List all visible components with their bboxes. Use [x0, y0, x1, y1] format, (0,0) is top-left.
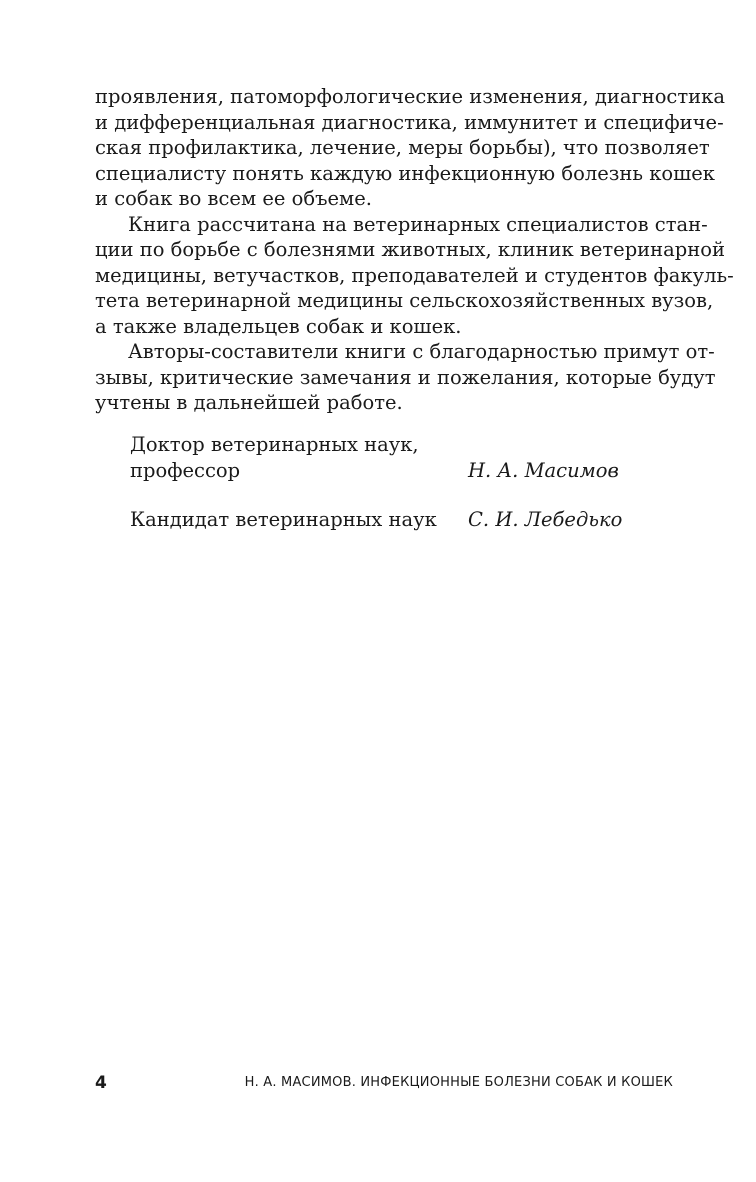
page-footer: [95, 1073, 673, 1097]
text-line: Книга рассчитана на ветеринарных специалистов стан-: [128, 212, 708, 236]
paragraph-3: [95, 339, 716, 416]
signature-block: [130, 432, 650, 533]
text-line: учтены в дальнейшей работе.: [95, 391, 403, 414]
text-line: а также владельцев собак и кошек.: [95, 314, 462, 338]
running-head: Н. А. МАСИМОВ. ИНФЕКЦИОННЫЕ БОЛЕЗНИ СОБАК И КОШЕК: [244, 1075, 673, 1090]
text-line: специалисту понять каждую инфекционную болезнь кошек: [95, 161, 715, 185]
text-line: ская профилактика, лечение, меры борьбы), что позволяет: [95, 136, 710, 159]
text-line: и собак во всем ее объеме.: [95, 187, 372, 210]
text-line: ции по борьбе с болезнями животных, клиник ветеринарной: [95, 238, 726, 261]
signature-second-title: Кандидат ветеринарных наук: [130, 508, 437, 531]
signature-first-title: Доктор ветеринарных наук,: [130, 433, 419, 456]
signature-first-name: Н. А. Масимов: [468, 458, 619, 482]
text-line: тета ветеринарной медицины сельскохозяйственных вузов,: [95, 289, 714, 312]
body-text: [95, 84, 734, 416]
signature-second-name: С. И. Лебедько: [468, 508, 623, 531]
signature-first-row-1: [130, 432, 650, 458]
signature-first-row-2: [130, 458, 650, 484]
page-number: 4: [95, 1073, 107, 1093]
text-line: Авторы-составители книги с благодарностью примут от-: [128, 340, 715, 363]
text-line: и дифференциальная диагностика, иммунитет и специфиче-: [95, 110, 724, 134]
paragraph-1: [95, 84, 725, 212]
text-line: проявления, патоморфологические изменения, диагностика: [95, 85, 725, 108]
signature-second-row: [130, 507, 650, 533]
text-line: медицины, ветучастков, преподавателей и студентов факуль-: [95, 263, 734, 287]
paragraph-2: [95, 212, 734, 340]
text-line: зывы, критические замечания и пожелания, которые будут: [95, 365, 716, 389]
signature-first-rank: профессор: [130, 458, 241, 482]
